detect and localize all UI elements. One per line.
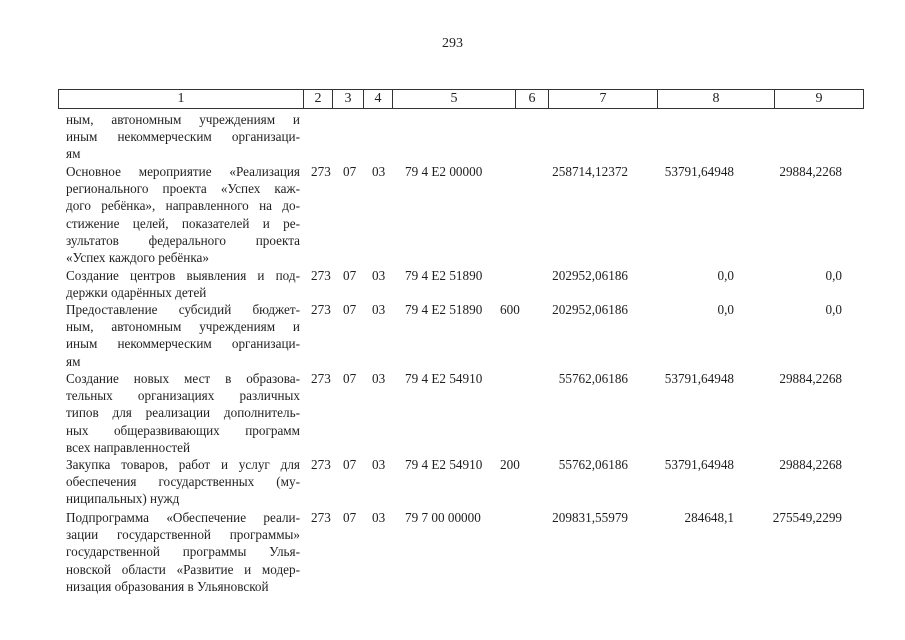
description-line: Создание центров выявления и под-: [66, 268, 300, 283]
cell-col-7: 55762,06186: [558, 371, 628, 386]
description-line: ниципальных) нужд: [66, 491, 180, 507]
cell-col-9: 0,0: [825, 268, 842, 283]
column-header-table: [58, 89, 864, 109]
column-header-5: 5: [393, 90, 516, 109]
column-header-6: 6: [516, 90, 549, 109]
cell-col-9: 29884,2268: [779, 371, 842, 386]
description-line: ным, автономным учреждениям и: [66, 319, 300, 335]
cell-col-9: 275549,2299: [772, 510, 842, 525]
description-line: низация образования в Ульяновской: [66, 578, 269, 594]
description-line: стижение целей, показателей и ре-: [66, 215, 300, 231]
description-line: дого ребёнка», направленного на до-: [66, 198, 300, 214]
cell-col-2: 273: [311, 371, 331, 386]
cell-col-5: 79 4 E2 54910: [405, 457, 483, 472]
description-line: всех направленностей: [66, 439, 191, 455]
description-line: иным некоммерческим организаци-: [66, 129, 300, 145]
description-line: Основное мероприятие «Реализация: [66, 164, 300, 179]
row-description: [66, 163, 300, 266]
description-line: Закупка товаров, работ и услуг для: [66, 457, 300, 472]
cell-col-4: 03: [372, 164, 386, 179]
description-line: Создание новых мест в образова-: [66, 371, 300, 386]
cell-col-8: 284648,1: [684, 510, 734, 525]
column-header-9: 9: [775, 90, 864, 109]
cell-col-2: 273: [311, 457, 331, 472]
cell-col-9: 29884,2268: [779, 457, 842, 472]
cell-col-7: 258714,12372: [552, 164, 628, 179]
row-description: [66, 267, 300, 301]
row-description: [66, 509, 300, 595]
column-header-8: 8: [658, 90, 775, 109]
cell-col-8: 53791,64948: [664, 164, 734, 179]
description-line: ным, автономным учреждениям и: [66, 112, 300, 127]
cell-col-2: 273: [311, 302, 331, 317]
row-description: [66, 301, 300, 370]
column-header-7: 7: [549, 90, 658, 109]
row-description: [66, 370, 300, 456]
cell-col-2: 273: [311, 268, 331, 283]
cell-col-3: 07: [343, 268, 357, 283]
cell-col-8: 0,0: [717, 302, 734, 317]
cell-col-4: 03: [372, 510, 386, 525]
description-line: тельных организациях различных: [66, 388, 300, 404]
description-line: регионального проекта «Успех каж-: [66, 181, 300, 197]
column-header-row: [59, 90, 864, 109]
description-line: Подпрограмма «Обеспечение реали-: [66, 510, 300, 525]
description-line: «Успех каждого ребёнка»: [66, 250, 209, 266]
description-line: ям: [66, 146, 81, 162]
description-line: обеспечения государственных (му-: [66, 474, 300, 490]
column-header-4: 4: [364, 90, 393, 109]
row-description: [66, 456, 300, 508]
description-line: ям: [66, 353, 81, 369]
description-line: ных общеразвивающих программ: [66, 422, 300, 438]
page-number: 293: [442, 36, 463, 51]
description-line: держки одарённых детей: [66, 285, 207, 301]
cell-col-5: 79 4 E2 51890: [405, 268, 483, 283]
description-line: типов для реализации дополнитель-: [66, 405, 300, 421]
cell-col-4: 03: [372, 371, 386, 386]
description-line: зации государственной программы»: [66, 527, 300, 543]
description-line: иным некоммерческим организаци-: [66, 336, 300, 352]
cell-col-6: 200: [500, 457, 520, 472]
cell-col-7: 55762,06186: [558, 457, 628, 472]
cell-col-4: 03: [372, 268, 386, 283]
cell-col-3: 07: [343, 164, 357, 179]
cell-col-8: 53791,64948: [664, 457, 734, 472]
cell-col-4: 03: [372, 302, 386, 317]
cell-col-7: 202952,06186: [552, 302, 628, 317]
cell-col-5: 79 4 E2 00000: [405, 164, 483, 179]
cell-col-2: 273: [311, 164, 331, 179]
description-line: Предоставление субсидий бюджет-: [66, 302, 300, 317]
cell-col-3: 07: [343, 371, 357, 386]
description-line: новской области «Развитие и модер-: [66, 561, 300, 577]
cell-col-2: 273: [311, 510, 331, 525]
cell-col-3: 07: [343, 510, 357, 525]
cell-col-9: 0,0: [825, 302, 842, 317]
cell-col-7: 209831,55979: [552, 510, 628, 525]
cell-col-5: 79 4 E2 54910: [405, 371, 483, 386]
cell-col-8: 0,0: [717, 268, 734, 283]
cell-col-7: 202952,06186: [552, 268, 628, 283]
cell-col-5: 79 7 00 00000: [405, 510, 481, 525]
cell-col-3: 07: [343, 302, 357, 317]
cell-col-3: 07: [343, 457, 357, 472]
cell-col-6: 600: [500, 302, 520, 317]
column-header-2: 2: [304, 90, 333, 109]
description-line: зультатов федерального проекта: [66, 232, 300, 248]
row-description: [66, 111, 300, 163]
description-line: государственной программы Улья-: [66, 544, 300, 560]
column-header-1: 1: [59, 90, 304, 109]
column-header-3: 3: [333, 90, 364, 109]
cell-col-5: 79 4 E2 51890: [405, 302, 483, 317]
cell-col-9: 29884,2268: [779, 164, 842, 179]
cell-col-8: 53791,64948: [664, 371, 734, 386]
cell-col-4: 03: [372, 457, 386, 472]
